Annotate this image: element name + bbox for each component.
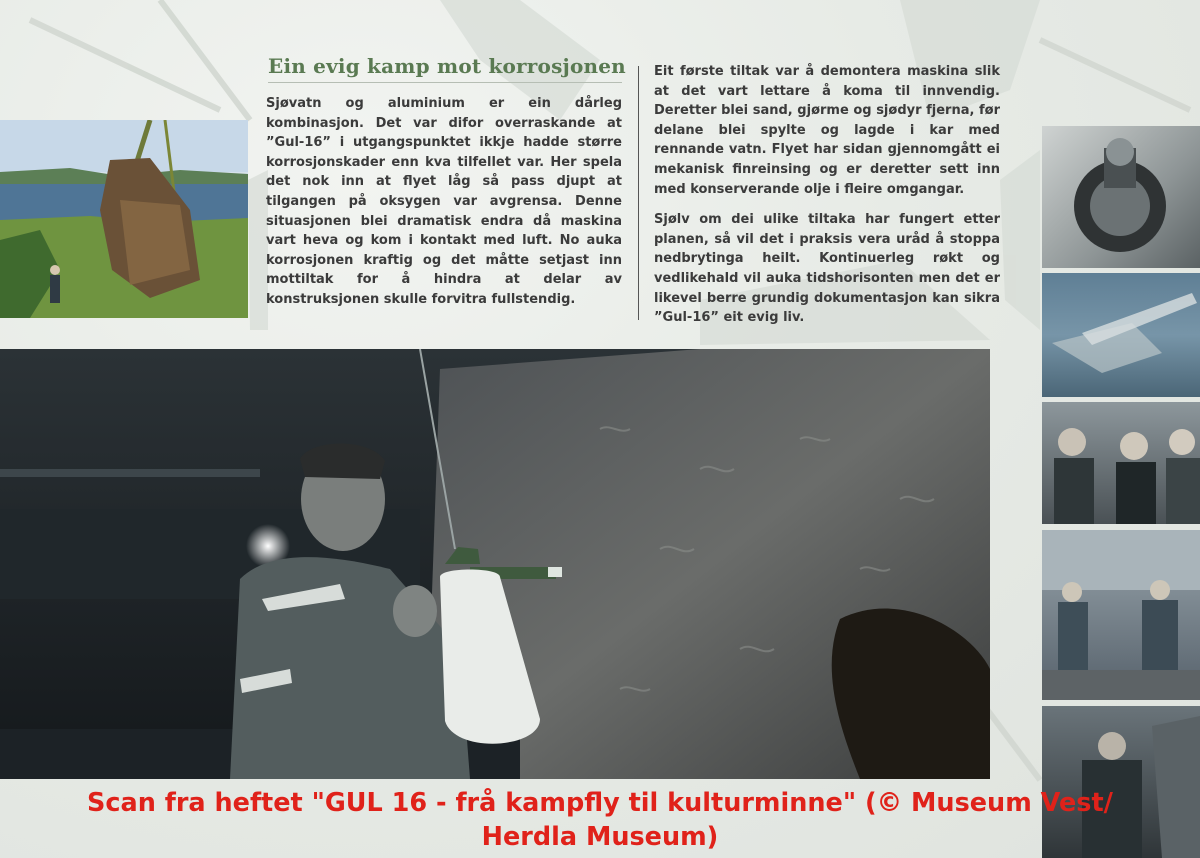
- heading-underline: [268, 82, 622, 83]
- thumbnail-wreck-in-water: [1042, 273, 1200, 397]
- scan-source-caption: [0, 786, 1200, 854]
- thumbnail-three-men: [1042, 402, 1200, 524]
- paragraph-right-2: Sjølv om dei ulike tiltaka har fungert etter planen, så vil det i praksis vera uråd å stoppa nedbrytinga heilt. Kontinuerleg røkt og vedlikehald vil auka tidshorisonten men det er likevel berre grundig dokumentasjon kan sikra ”Gul-16” eit evig liv.: [654, 212, 1000, 326]
- thumbnail-gear-part: [1042, 126, 1200, 268]
- paragraph-right-1: Eit første tiltak var å demontera maskina slik at det vart lettare å koma til innvendig. Deretter blei sand, gjørme og sjødyr fjerna, før delane blei spylte og lagde i kar med rennande vatn. Flyet har sidan gjennomgått ei mekanisk finreinsing og er deretter sett inn med konserverande olje i fleire omgangar.: [654, 64, 1000, 197]
- article-column-left: [266, 94, 622, 310]
- photo-crane-lifting-wreck: [0, 120, 248, 318]
- caption-line-2: Herdla Museum): [481, 822, 719, 852]
- paragraph-left: Sjøvatn og aluminium er ein dårleg kombinasjon. Det var difor overraskande at ”Gul-16” i utgangspunktet ikkje hadde større korrosjonskader enn kva tilfellet var. Her spela det nok inn at flyet låg så pass djupt at tilgangen på oksygen var avgrensa. Denne situasjonen blei dramatisk endra då maskina vart heva og kom i kontakt med luft. No auka korrosjonen kraftig og det måtte setjast inn mottiltak for å hindra at delar av konstruksjonen skulle forvitra fullstendig.: [266, 96, 622, 307]
- photo-worker-spraying-fuselage: [0, 349, 990, 779]
- article-heading: Ein evig kamp mot korrosjonen: [268, 54, 626, 78]
- thumbnail-workers-with-parts: [1042, 530, 1200, 700]
- article-column-right: [654, 62, 1000, 328]
- caption-line-1: Scan fra heftet "GUL 16 - frå kampfly til kulturminne" (© Museum Vest/: [87, 788, 1113, 818]
- column-divider: [638, 66, 639, 320]
